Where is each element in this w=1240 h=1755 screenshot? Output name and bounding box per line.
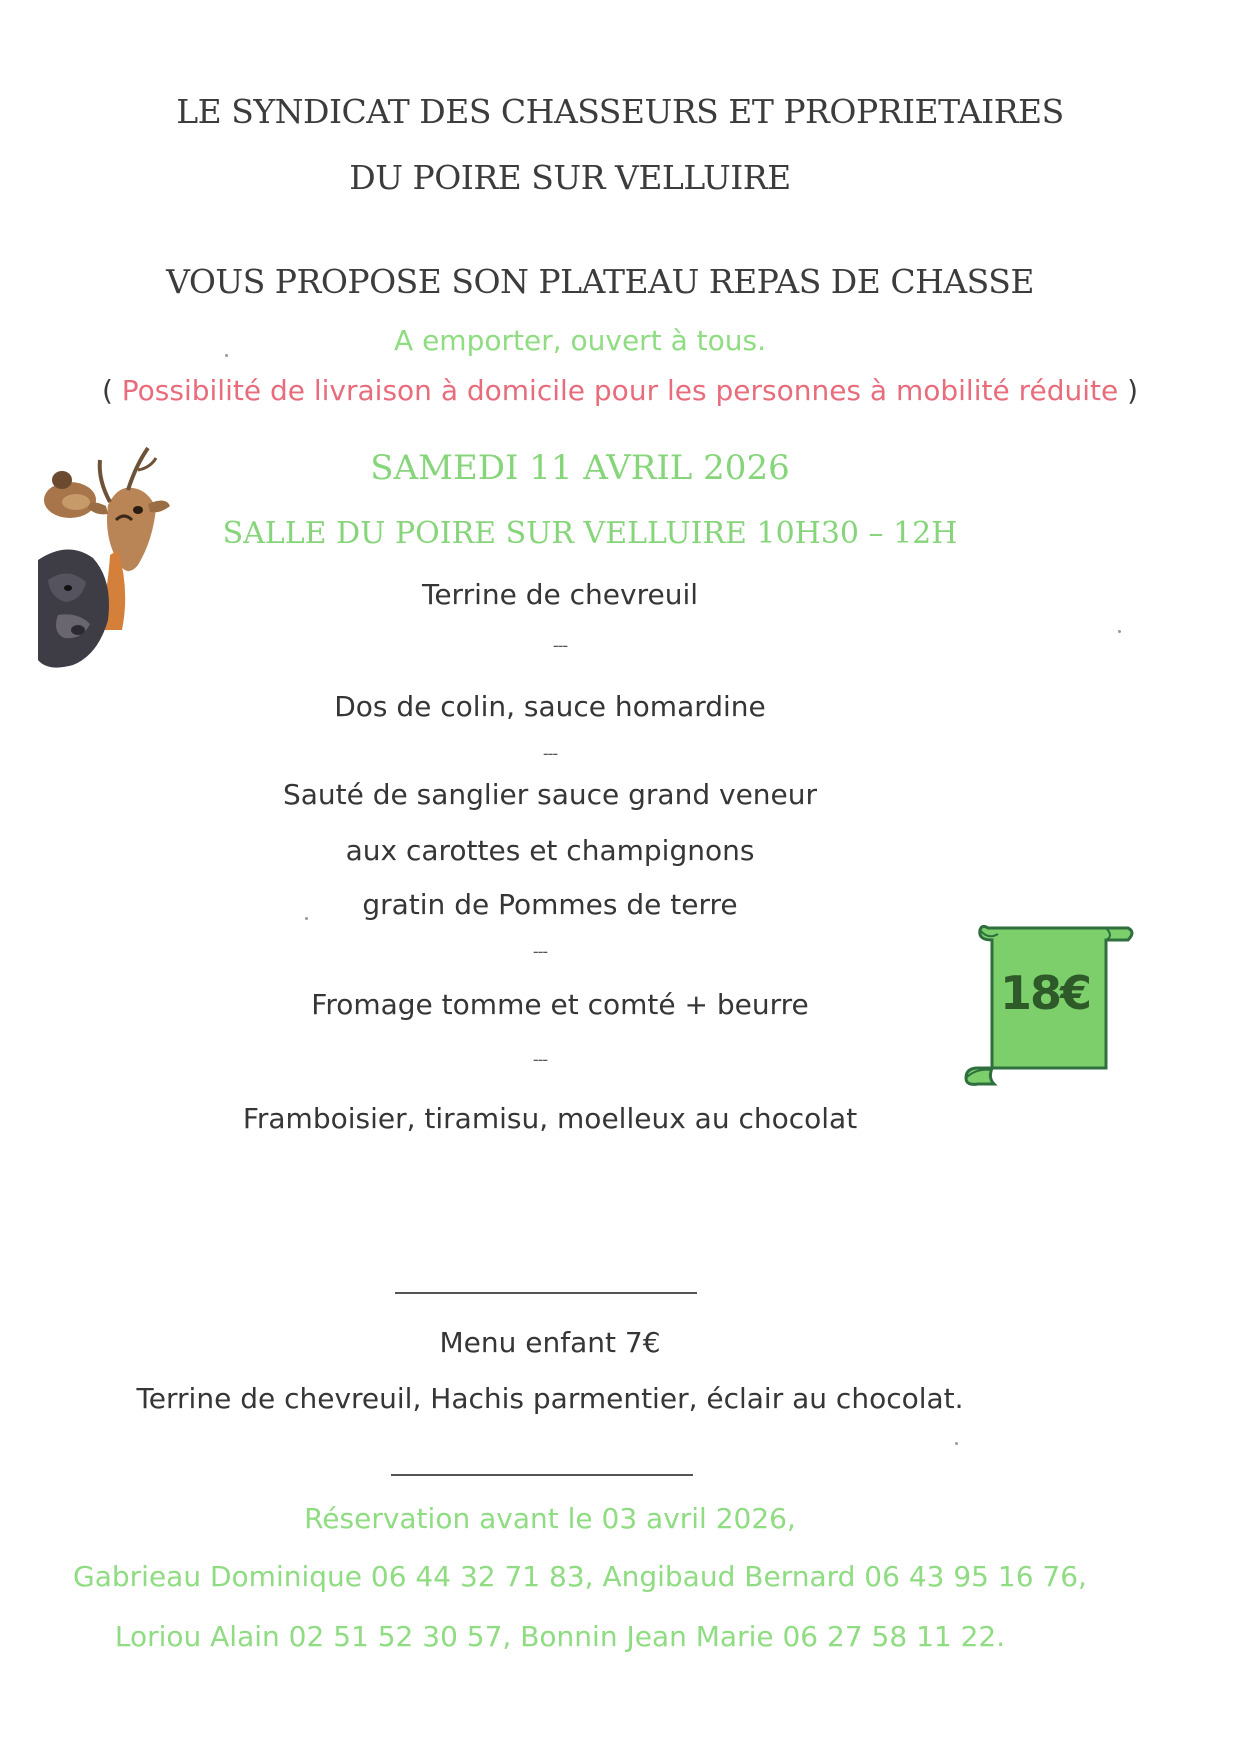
scan-speck (1118, 630, 1121, 633)
menu-course-3-line-2: aux carottes et champignons (345, 834, 755, 867)
delivery-text: Possibilité de livraison à domicile pour les personnes à mobilité réduite (121, 374, 1119, 407)
kids-menu-title: Menu enfant 7€ (439, 1326, 661, 1359)
reservation-deadline: Réservation avant le 03 avril 2026, (304, 1502, 796, 1535)
price-label: 18€ (999, 966, 1091, 1020)
menu-course-5: Framboisier, tiramisu, moelleux au chocolat (242, 1102, 858, 1135)
scan-speck (955, 1442, 958, 1445)
menu-course-2: Dos de colin, sauce homardine (334, 690, 766, 723)
event-venue: SALLE DU POIRE SUR VELLUIRE 10H30 – 12H (222, 516, 958, 551)
menu-separator-4: --- (532, 1050, 548, 1069)
header-line-2: DU POIRE SUR VELLUIRE (349, 158, 791, 197)
menu-separator-2: --- (542, 744, 558, 763)
kids-menu-items: Terrine de chevreuil, Hachis parmentier, éclair au chocolat. (136, 1382, 964, 1415)
delivery-note (0, 374, 1240, 407)
offer-title: VOUS PROPOSE SON PLATEAU REPAS DE CHASSE (166, 262, 1034, 301)
scan-speck (305, 917, 308, 920)
header-line-1: LE SYNDICAT DES CHASSEURS ET PROPRIETAIRES (176, 92, 1064, 131)
menu-course-3-line-3: gratin de Pommes de terre (362, 888, 738, 921)
menu-separator-3: --- (532, 942, 548, 961)
menu-course-1: Terrine de chevreuil (421, 578, 699, 611)
delivery-paren-open: ( (101, 374, 122, 407)
reservation-contacts-1: Gabrieau Dominique 06 44 32 71 83, Angibaud Bernard 06 43 95 16 76, (73, 1560, 1087, 1593)
menu-course-4: Fromage tomme et comté + beurre (311, 988, 809, 1021)
reservation-contacts-2: Loriou Alain 02 51 52 30 57, Bonnin Jean Marie 06 27 58 11 22. (114, 1620, 1006, 1653)
delivery-paren-close: ) (1118, 374, 1139, 407)
scan-speck (225, 354, 228, 357)
divider-rule-1 (395, 1292, 697, 1294)
menu-separator-1: --- (552, 636, 568, 655)
menu-course-3-line-1: Sauté de sanglier sauce grand veneur (282, 778, 818, 811)
takeaway-note: A emporter, ouvert à tous. (394, 324, 766, 357)
divider-rule-2 (391, 1474, 693, 1476)
event-date: SAMEDI 11 AVRIL 2026 (370, 448, 790, 488)
